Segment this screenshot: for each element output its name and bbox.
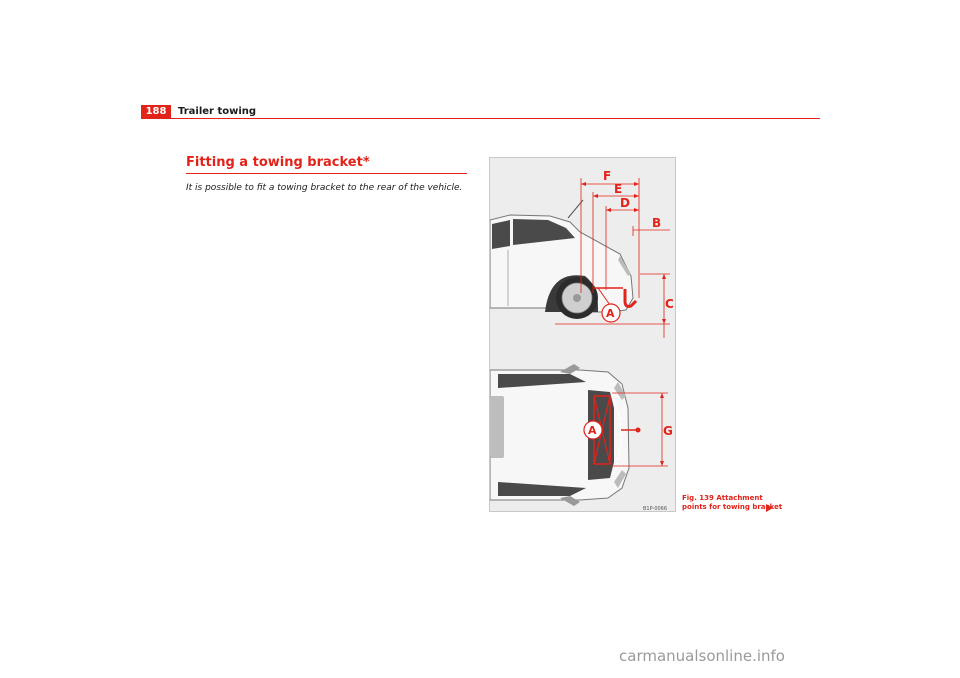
label-d: D (620, 196, 630, 210)
section-title: Fitting a towing bracket* (186, 155, 370, 170)
label-g: G (663, 424, 673, 438)
label-a-side: A (606, 307, 615, 320)
label-c: C (665, 297, 674, 311)
triangle-right-icon (766, 504, 773, 512)
running-header: Trailer towing (178, 106, 257, 117)
figure-code: B1P-0066 (643, 506, 668, 512)
watermark: carmanualsonline.info (619, 647, 785, 665)
car-top-view (490, 364, 629, 506)
figure-caption (682, 494, 802, 512)
section-rule (186, 173, 467, 174)
towing-bracket-diagram (490, 158, 677, 513)
label-b: B (652, 216, 662, 230)
attachment-marker-a-top (584, 421, 602, 439)
header-rule (141, 118, 820, 119)
label-a-top: A (588, 424, 597, 437)
section-intro: It is possible to fit a towing bracket to the rear of the vehicle. (186, 183, 463, 193)
page-number: 188 (141, 105, 171, 118)
label-f: F (603, 169, 612, 183)
figure (489, 157, 676, 512)
car-side-view (490, 200, 633, 319)
caption-line-2: points for towing bracket (682, 503, 783, 511)
label-e: E (614, 182, 623, 196)
caption-line-1: Fig. 139 Attachment (682, 494, 763, 502)
